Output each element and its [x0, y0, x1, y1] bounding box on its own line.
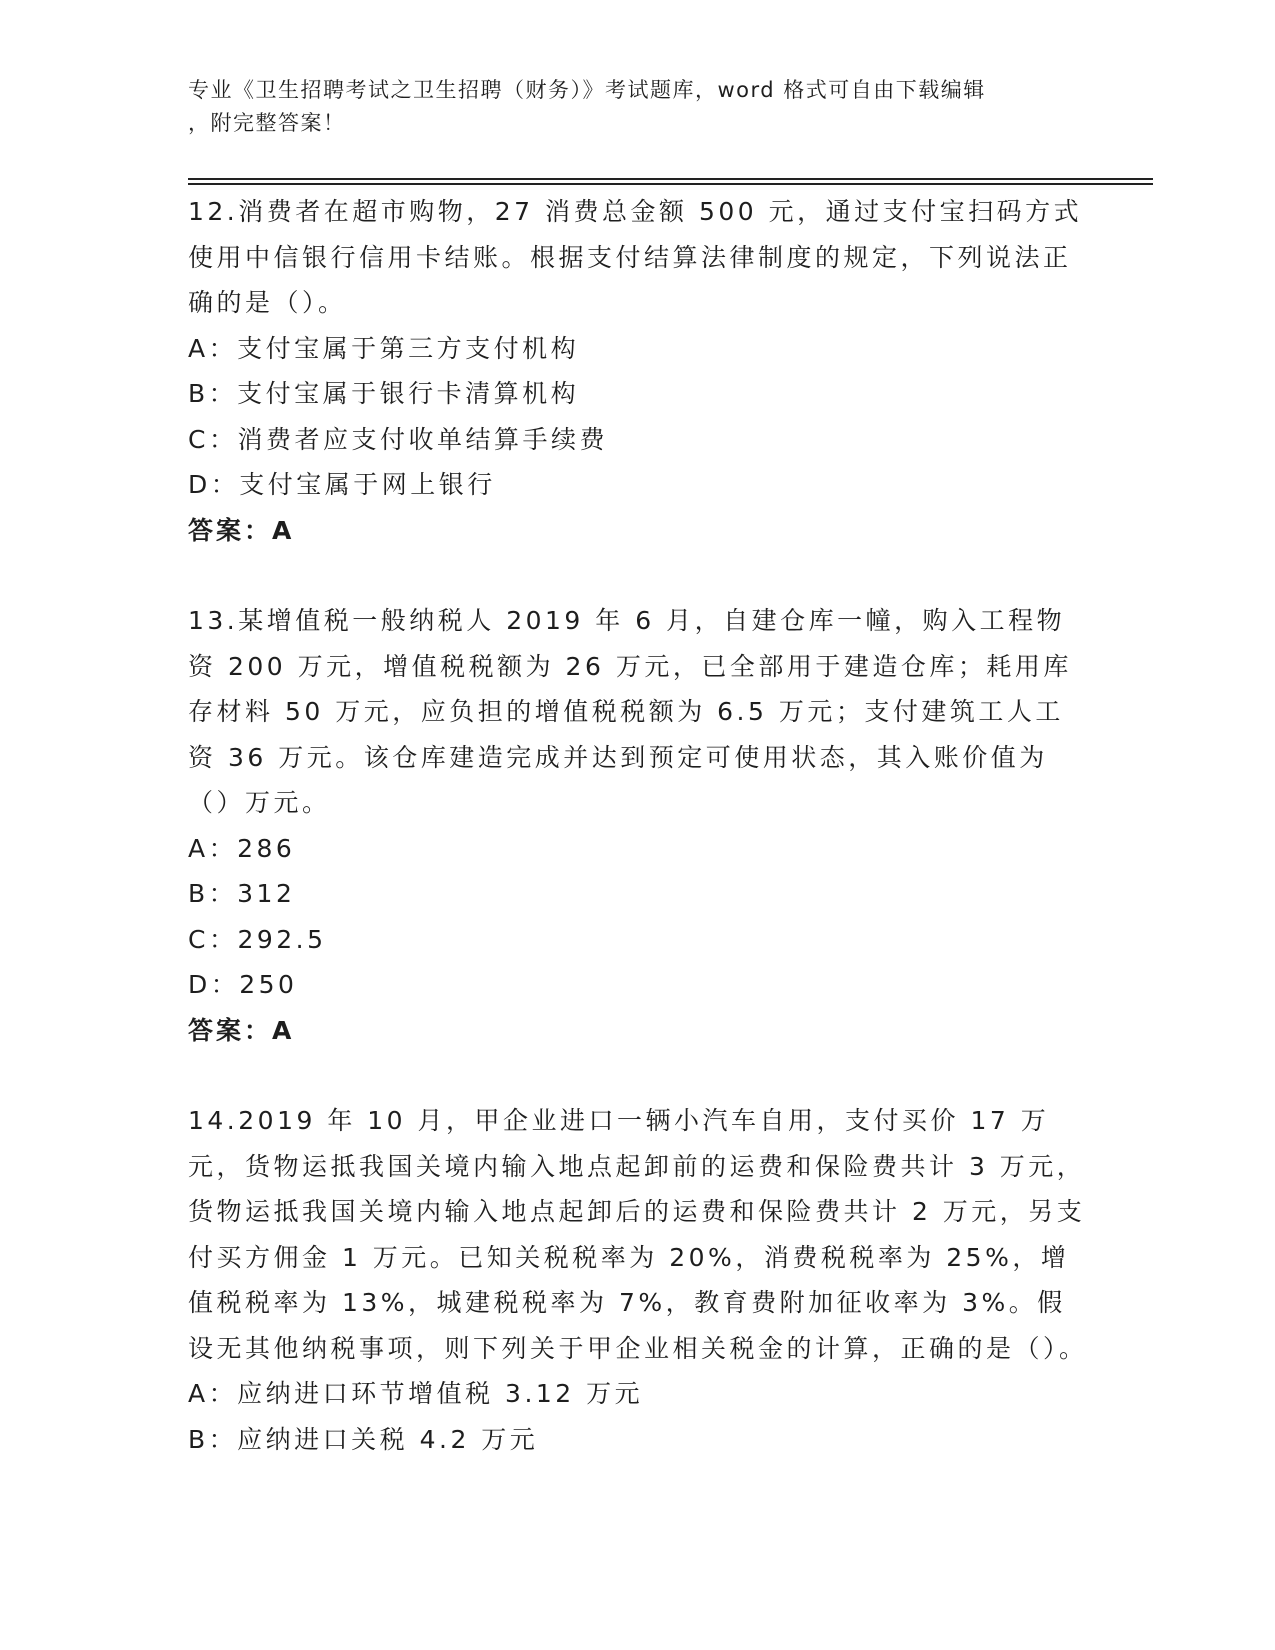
- question-stem: 13.某增值税一般纳税人 2019 年 6 月，自建仓库一幢，购入工程物资 200 万元，增值税税额为 26 万元，已全部用于建造仓库；耗用库存材料 50 万元，应负担的增值税税额为 6.5 万元；支付建筑工人工资 36 万元。该仓库建造完成并达到预定可使用状态，其入账价值为（）万元。: [188, 606, 1072, 817]
- option-a: A：支付宝属于第三方支付机构: [188, 333, 580, 363]
- option-d: D：支付宝属于网上银行: [188, 470, 496, 499]
- option-a: A：应纳进口环节增值税 3.12 万元: [188, 1379, 644, 1408]
- question-stem: 12.消费者在超市购物，27 消费总金额 500 元，通过支付宝扫码方式使用中信银行信用卡结账。根据支付结算法律制度的规定，下列说法正确的是（）。: [188, 197, 1083, 317]
- header-divider-top: [188, 178, 1153, 180]
- option-c: C：消费者应支付收单结算手续费: [188, 424, 608, 454]
- question-12: [188, 189, 1088, 553]
- answer-line: 答案：A: [188, 1015, 295, 1045]
- question-stem: 14.2019 年 10 月，甲企业进口一辆小汽车自用，支付买价 17 万元，货物运抵我国关境内输入地点起卸前的运费和保险费共计 3 万元，货物运抵我国关境内输入地点起卸后的运费和保险费共计 2 万元，另支付买方佣金 1 万元。已知关税税率为 20%，消费税税率为 25%，增值税税率为 13%，城建税税率为 7%，教育费附加征收率为 3%。假设无其他纳税事项，则下列关于甲企业相关税金的计算，正确的是（）。: [188, 1106, 1088, 1363]
- header-divider-bottom: [188, 183, 1153, 185]
- question-list: [188, 189, 1088, 1462]
- answer-line: 答案：A: [188, 515, 295, 545]
- document-header: [188, 74, 1088, 140]
- header-line-1: 专业《卫生招聘考试之卫生招聘（财务）》考试题库，word 格式可自由下载编辑: [188, 78, 986, 102]
- question-13: [188, 598, 1088, 1053]
- header-line-2: ，附完整答案！: [188, 111, 346, 135]
- option-d: D：250: [188, 970, 298, 999]
- question-14: [188, 1098, 1088, 1462]
- option-b: B：应纳进口关税 4.2 万元: [188, 1424, 539, 1454]
- option-b: B：支付宝属于银行卡清算机构: [188, 379, 580, 408]
- option-b: B：312: [188, 879, 296, 908]
- option-c: C：292.5: [188, 924, 327, 954]
- option-a: A：286: [188, 833, 296, 863]
